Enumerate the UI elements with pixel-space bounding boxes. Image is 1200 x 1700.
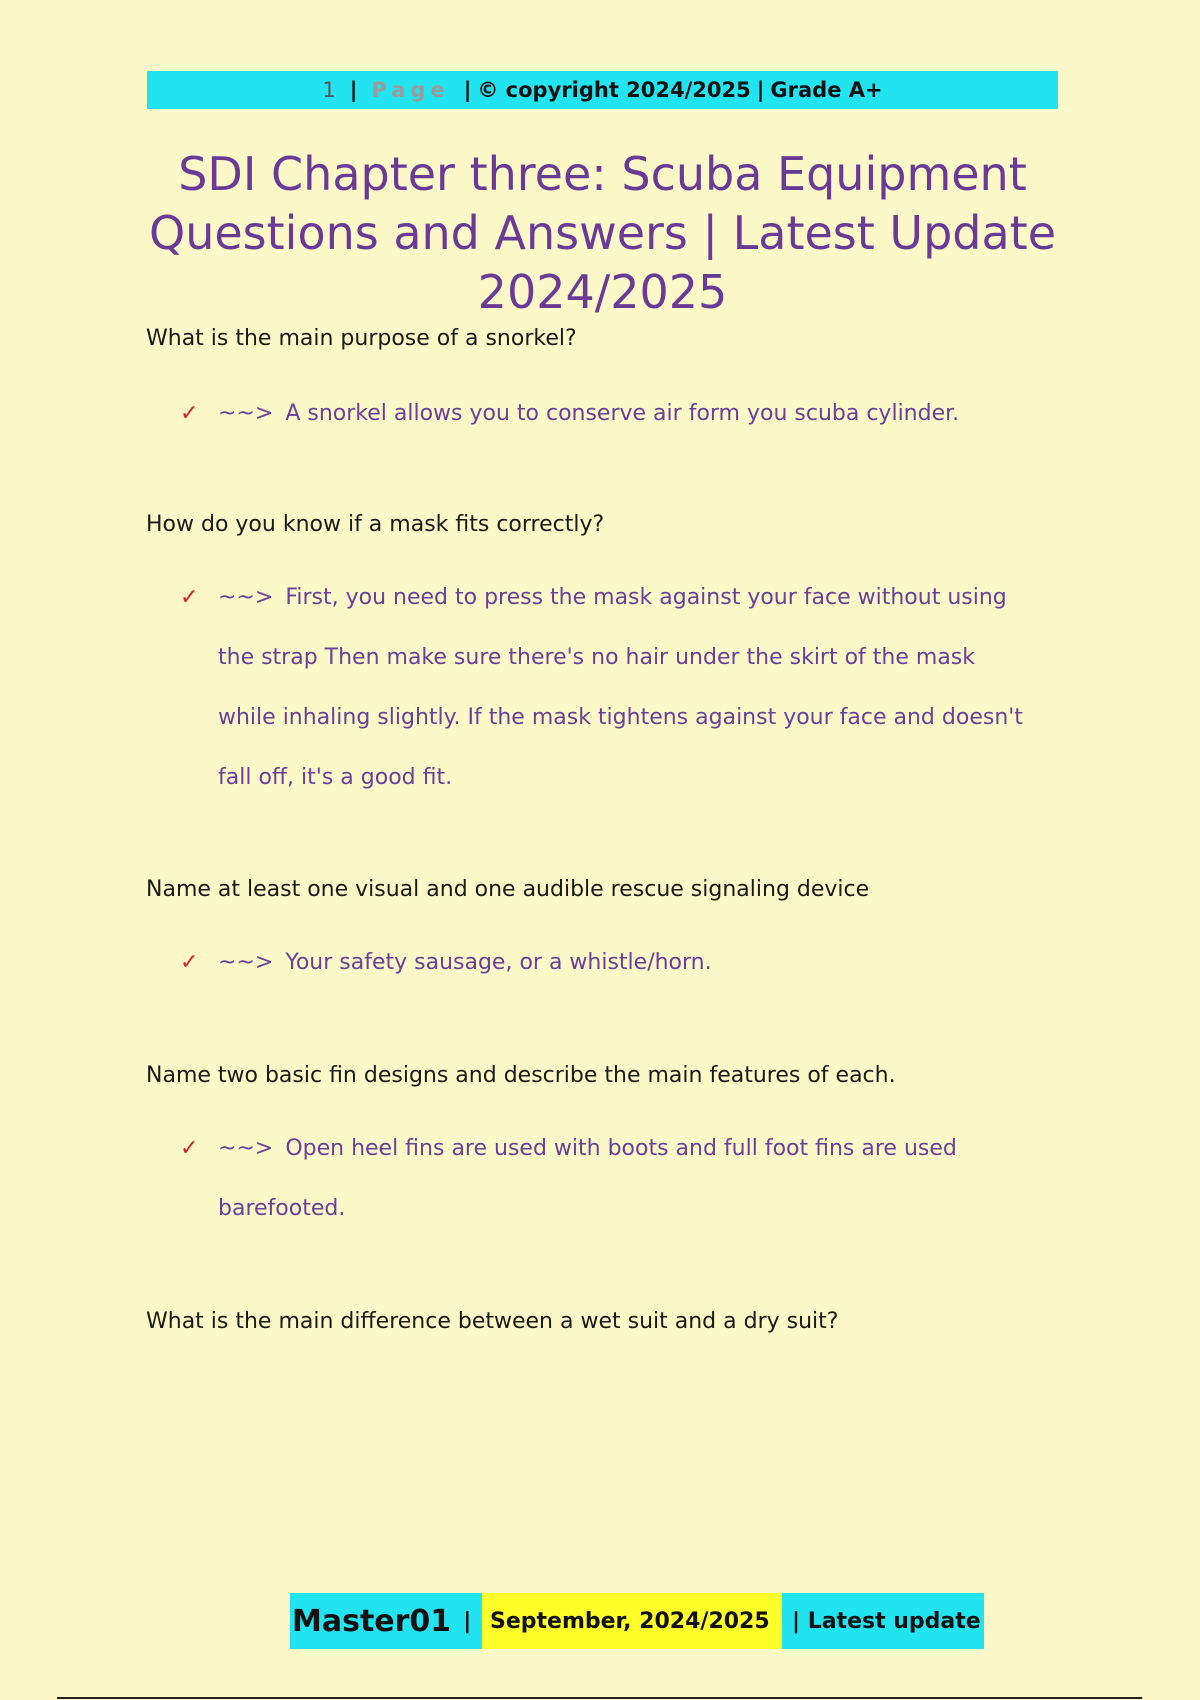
footer-note-block [782,1593,984,1649]
page-footer [290,1593,984,1649]
answer-text: Your safety sausage, or a whistle/horn. [285,950,712,975]
footer-separator: | [463,1608,472,1634]
question-text: Name two basic fin designs and describe the main features of each. [146,1063,896,1088]
footer-author-block [290,1593,482,1649]
answer-block [146,1119,1038,1239]
qa-item [146,1061,1046,1239]
answer-text: First, you need to press the mask against your face without using the strap Then make sure there's no hair under the skirt of the mask while inhaling slightly. If the mask tightens against your face and doesn't fall off, it's a good fit. [218,585,1023,790]
answer-text: Open heel fins are used with boots and full foot fins are used barefooted. [218,1136,957,1221]
answer-block [146,568,1038,808]
qa-item [146,1307,1046,1337]
answer-block [146,384,1038,444]
check-icon: ✓ [180,950,199,975]
qa-item [146,324,1046,444]
question-text: What is the main purpose of a snorkel? [146,326,577,351]
footer-date: September, 2024/2025 [490,1608,770,1634]
answer-prefix: ~~> [218,1136,274,1161]
check-icon: ✓ [180,585,199,610]
answer-text: A snorkel allows you to conserve air form you scuba cylinder. [285,401,960,426]
grade-text: Grade A+ [770,78,883,102]
page-number: 1 [322,78,336,102]
answer-prefix: ~~> [218,401,274,426]
check-icon: ✓ [180,401,199,426]
header-separator: | [756,78,765,102]
document-title: SDI Chapter three: Scuba Equipment Questions and Answers | Latest Update 2024/2025 [149,147,1056,319]
bottom-divider [57,1697,1142,1699]
page-label: Page [371,78,450,102]
answer-prefix: ~~> [218,950,274,975]
footer-date-block [482,1593,782,1649]
qa-item [146,510,1046,808]
check-icon: ✓ [180,1136,199,1161]
header-separator: | [463,78,472,102]
question-text: Name at least one visual and one audible rescue signaling device [146,877,870,902]
footer-author: Master01 [292,1603,452,1639]
qa-item [146,875,1046,993]
page-header [147,71,1058,109]
answer-prefix: ~~> [218,585,274,610]
header-separator: | [349,78,358,102]
answer-block [146,933,1038,993]
footer-note: | Latest update [792,1608,981,1634]
question-text: What is the main difference between a wet suit and a dry suit? [146,1309,839,1334]
copyright-text: © copyright 2024/2025 [477,78,751,102]
question-text: How do you know if a mask fits correctly? [146,512,605,537]
